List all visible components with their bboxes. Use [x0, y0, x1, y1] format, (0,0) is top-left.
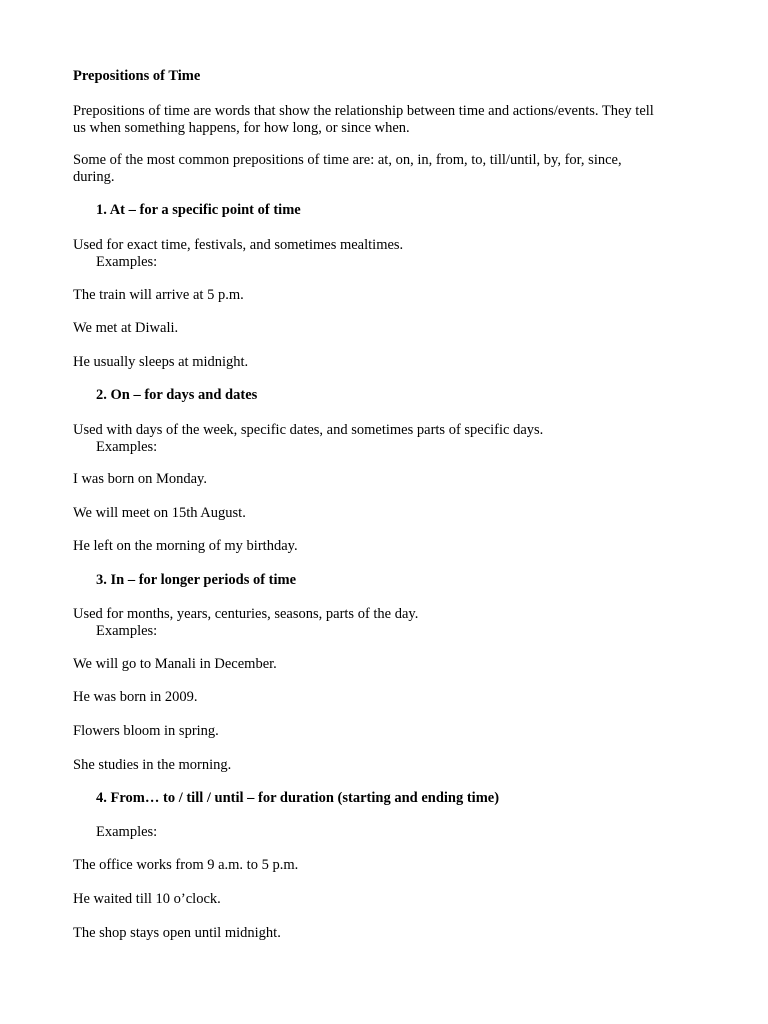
section-usage — [73, 422, 703, 456]
example-sentence: He waited till 10 o’clock. — [73, 891, 221, 907]
example-sentence: We will go to Manali in December. — [73, 656, 277, 672]
section-heading: 4. From… to / till / until – for duration (starting and ending time) — [96, 790, 500, 806]
example-sentence: I was born on Monday. — [73, 471, 207, 487]
example-sentence: He was born in 2009. — [73, 689, 198, 705]
usage-text: Used with days of the week, specific dates, and sometimes parts of specific days. — [73, 422, 544, 438]
common-line: during. — [73, 169, 115, 185]
example-sentence: He left on the morning of my birthday. — [73, 538, 298, 554]
example-sentence: The office works from 9 a.m. to 5 p.m. — [73, 857, 299, 873]
page-title: Prepositions of Time — [73, 68, 201, 84]
intro-paragraph — [73, 103, 703, 137]
usage-text: Used for months, years, centuries, seasons, parts of the day. — [73, 606, 419, 622]
section-heading: 1. At – for a specific point of time — [96, 202, 301, 218]
section-heading: 2. On – for days and dates — [96, 387, 258, 403]
section-usage — [73, 606, 703, 640]
example-sentence: The train will arrive at 5 p.m. — [73, 287, 244, 303]
usage-text: Used for exact time, festivals, and sometimes mealtimes. — [73, 237, 404, 253]
common-prepositions-paragraph — [73, 152, 703, 186]
examples-label: Examples: — [96, 623, 158, 639]
intro-line: us when something happens, for how long, or since when. — [73, 120, 410, 136]
example-sentence: We met at Diwali. — [73, 320, 179, 336]
example-sentence: He usually sleeps at midnight. — [73, 354, 249, 370]
section-usage — [73, 237, 703, 271]
example-sentence: The shop stays open until midnight. — [73, 925, 281, 941]
example-sentence: We will meet on 15th August. — [73, 505, 246, 521]
examples-label-paragraph — [73, 824, 703, 841]
examples-label: Examples: — [96, 254, 158, 270]
intro-line: Prepositions of time are words that show the relationship between time and actions/events. They tell — [73, 103, 654, 119]
examples-label: Examples: — [96, 824, 158, 840]
examples-label: Examples: — [96, 439, 158, 455]
example-sentence: She studies in the morning. — [73, 757, 232, 773]
common-line: Some of the most common prepositions of time are: at, on, in, from, to, till/until, by, for, since, — [73, 152, 622, 168]
example-sentence: Flowers bloom in spring. — [73, 723, 219, 739]
section-heading: 3. In – for longer periods of time — [96, 572, 297, 588]
